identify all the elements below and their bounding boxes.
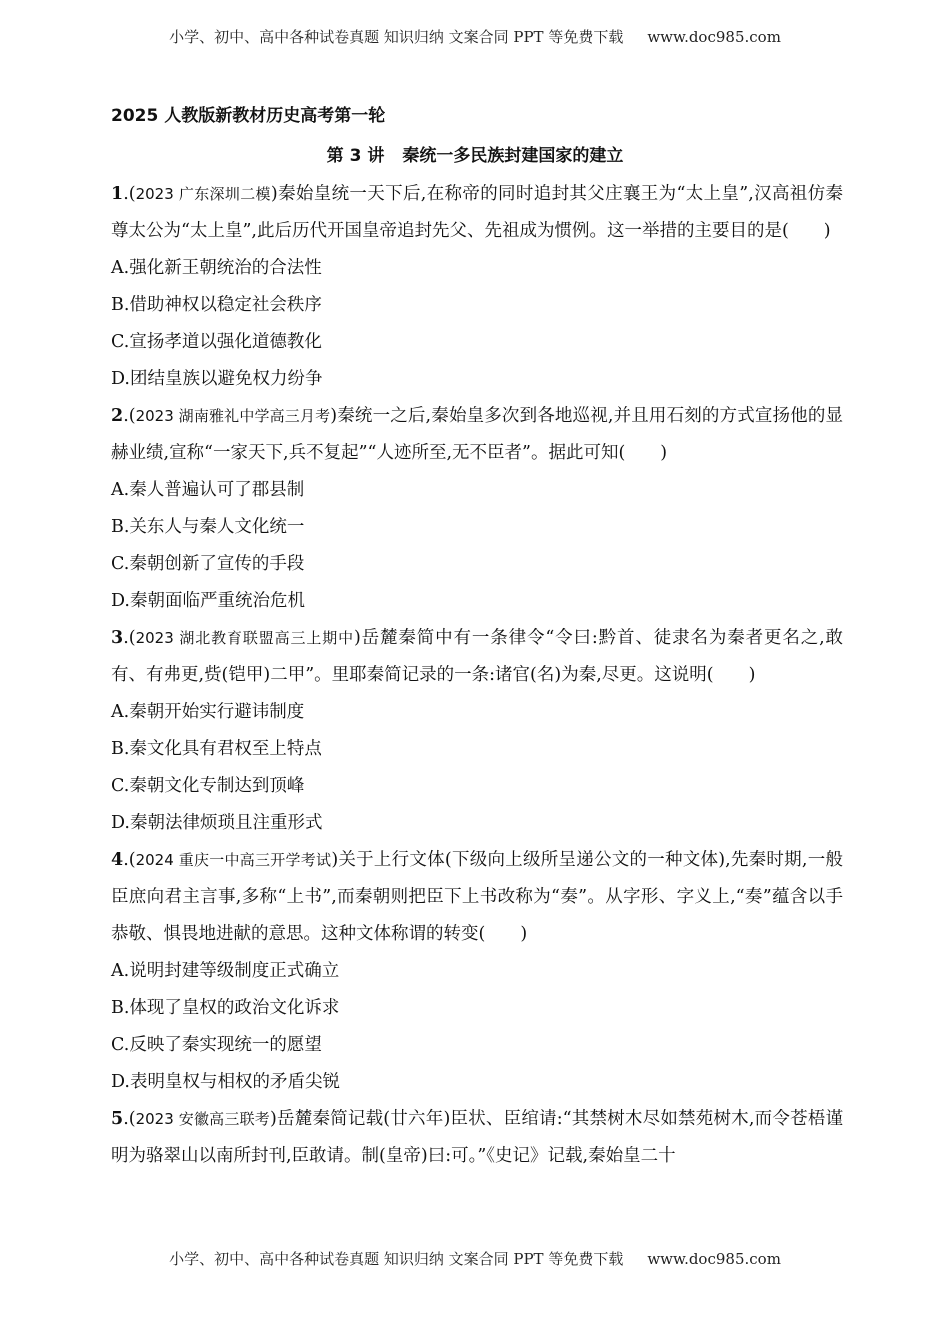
- option-d: D.秦朝面临严重统治危机: [111, 591, 305, 611]
- question-stem: 1.(2023 广东深圳二模)秦始皇统一天下后,在称帝的同时追封其父庄襄王为“太上皇”,汉高祖仿秦尊太公为“太上皇”,此后历代开国皇帝追封先父、先祖成为惯例。这一举措的主要目的是( ): [111, 184, 843, 241]
- question-list: [111, 176, 843, 1175]
- option-b: B.借助神权以稳定社会秩序: [111, 295, 322, 315]
- question-number: 3: [111, 628, 124, 648]
- option-b: B.体现了皇权的政治文化诉求: [111, 998, 340, 1018]
- option-a: A.说明封建等级制度正式确立: [111, 961, 340, 981]
- option-d: D.表明皇权与相权的矛盾尖锐: [111, 1072, 340, 1092]
- question-4: [111, 842, 843, 1101]
- option-c: C.秦朝文化专制达到顶峰: [111, 776, 305, 796]
- option-a: A.秦朝开始实行避讳制度: [111, 702, 305, 722]
- question-number: 2: [111, 406, 124, 426]
- question-number: 1: [111, 184, 124, 204]
- option-b: B.秦文化具有君权至上特点: [111, 739, 322, 759]
- option-a: A.强化新王朝统治的合法性: [111, 258, 322, 278]
- question-stem: 5.(2023 安徽高三联考)岳麓秦简记载(廿六年)臣状、臣绾请:“其禁树木尽如禁苑树木,而令苍梧谨明为骆翠山以南所封刊,臣敢请。制(皇帝)曰:可。”《史记》记载,秦始皇二十: [111, 1109, 843, 1166]
- option-d: D.团结皇族以避免权力纷争: [111, 369, 323, 389]
- header-url[interactable]: www.doc985.com: [647, 28, 781, 46]
- option-b: B.关东人与秦人文化统一: [111, 517, 305, 537]
- header-text: 小学、初中、高中各种试卷真题 知识归纳 文案合同 PPT 等免费下载: [169, 28, 624, 46]
- question-stem: 3.(2023 湖北教育联盟高三上期中)岳麓秦简中有一条律令“令曰:黔首、徒隶名为秦者更名之,敢有、有弗更,赀(铠甲)二甲”。里耶秦简记录的一条:诸官(名)为秦,尽更。这说明( ): [111, 628, 843, 685]
- question-text: 岳麓秦简记载(廿六年)臣状、臣绾请:“其禁树木尽如禁苑树木,而令苍梧谨明为骆翠山以南所封刊,臣敢请。制(皇帝)曰:可。”《史记》记载,秦始皇二十: [111, 1109, 843, 1166]
- question-text: 岳麓秦简中有一条律令“令曰:黔首、徒隶名为秦者更名之,敢有、有弗更,赀(铠甲)二甲”。里耶秦简记录的一条:诸官(名)为秦,尽更。这说明( ): [111, 628, 843, 685]
- option-a: A.秦人普遍认可了郡县制: [111, 480, 305, 500]
- lecture-name: 秦统一多民族封建国家的建立: [402, 146, 624, 166]
- question-3: [111, 620, 843, 842]
- option-d: D.秦朝法律烦琐且注重形式: [111, 813, 323, 833]
- question-source: 2023 湖北教育联盟高三上期中: [135, 629, 354, 647]
- question-source: 2024 重庆一中高三开学考试: [135, 851, 332, 869]
- option-c: C.反映了秦实现统一的愿望: [111, 1035, 322, 1055]
- footer-url[interactable]: www.doc985.com: [647, 1250, 781, 1268]
- document-title: 2025 人教版新教材历史高考第一轮: [111, 106, 386, 126]
- option-c: C.秦朝创新了宣传的手段: [111, 554, 305, 574]
- question-2: [111, 398, 843, 620]
- lecture-number: 第 3 讲: [326, 146, 385, 166]
- page-footer: [0, 1248, 950, 1269]
- question-text: 关于上行文体(下级向上级所呈递公文的一种文体),先秦时期,一般臣庶向君主言事,多称“上书”,而秦朝则把臣下上书改称为“奏”。从字形、字义上,“奏”蕴含以手恭敬、惧畏地进献的意思。这种文体称谓的转变( ): [111, 850, 843, 944]
- question-text: 秦始皇统一天下后,在称帝的同时追封其父庄襄王为“太上皇”,汉高祖仿秦尊太公为“太上皇”,此后历代开国皇帝追封先父、先祖成为惯例。这一举措的主要目的是( ): [111, 184, 843, 241]
- question-text: 秦统一之后,秦始皇多次到各地巡视,并且用石刻的方式宣扬他的显赫业绩,宣称“一家天下,兵不复起”“人迹所至,无不臣者”。据此可知( ): [111, 406, 844, 463]
- question-number: 5: [111, 1109, 124, 1129]
- lecture-title: [0, 141, 950, 166]
- question-source: 2023 广东深圳二模: [135, 185, 271, 203]
- question-source: 2023 安徽高三联考: [135, 1110, 270, 1128]
- footer-text: 小学、初中、高中各种试卷真题 知识归纳 文案合同 PPT 等免费下载: [169, 1250, 624, 1268]
- option-c: C.宣扬孝道以强化道德教化: [111, 332, 322, 352]
- question-stem: 4.(2024 重庆一中高三开学考试)关于上行文体(下级向上级所呈递公文的一种文体),先秦时期,一般臣庶向君主言事,多称“上书”,而秦朝则把臣下上书改称为“奏”。从字形、字义上,“奏”蕴含以手恭敬、惧畏地进献的意思。这种文体称谓的转变( ): [111, 850, 843, 944]
- question-5: [111, 1101, 843, 1175]
- page-header: [0, 26, 950, 47]
- question-stem: 2.(2023 湖南雅礼中学高三月考)秦统一之后,秦始皇多次到各地巡视,并且用石刻的方式宣扬他的显赫业绩,宣称“一家天下,兵不复起”“人迹所至,无不臣者”。据此可知( ): [111, 406, 844, 463]
- question-source: 2023 湖南雅礼中学高三月考: [135, 407, 331, 425]
- question-1: [111, 176, 843, 398]
- question-number: 4: [111, 850, 124, 870]
